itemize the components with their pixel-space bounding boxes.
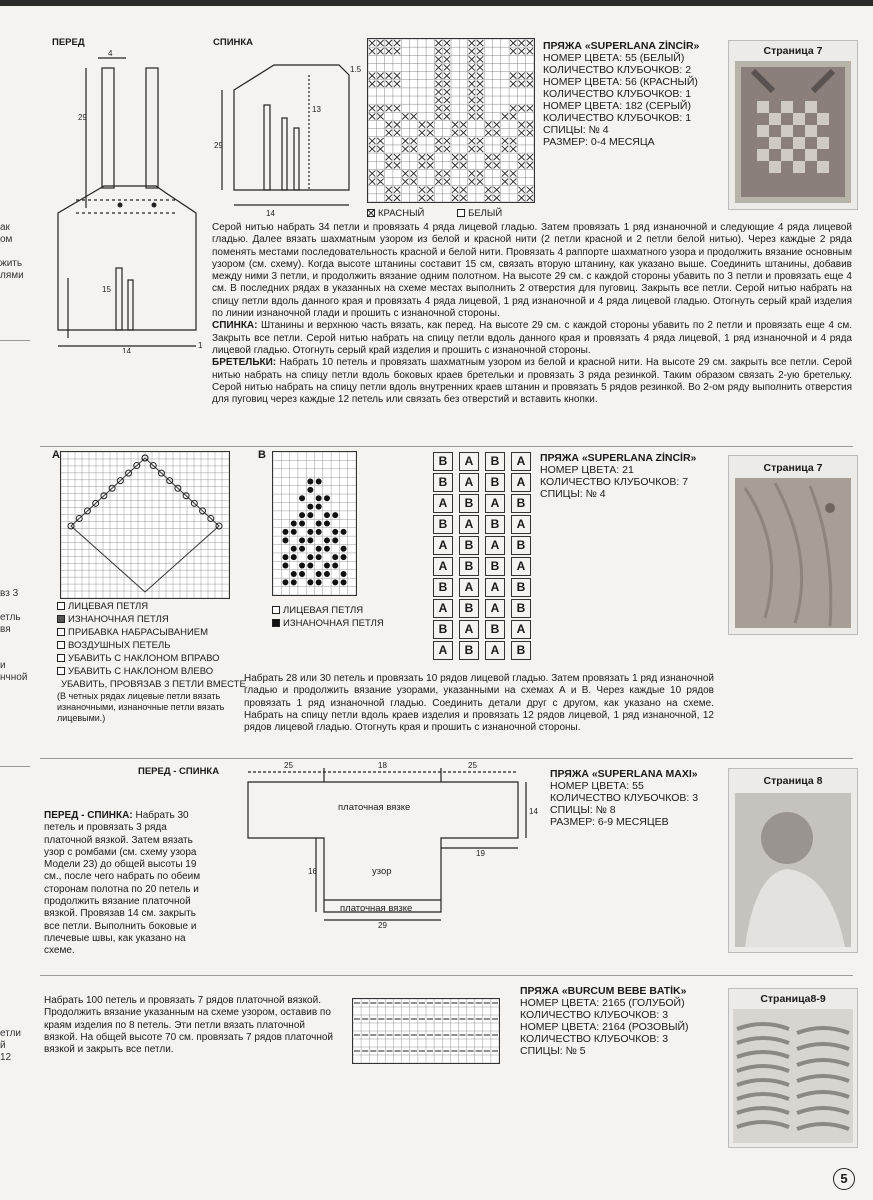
legend-note: (В четных рядах лицевые петли вязать изнаночными, изнаночные петли вязать лицевыми.) — [57, 691, 225, 723]
left-edge-line: ом — [0, 234, 13, 245]
assembly-cell: B — [433, 620, 453, 639]
yarn-1-line: НОМЕР ЦВЕТА: 182 (СЕРЫЙ) — [543, 100, 691, 112]
yarn-1-line: РАЗМЕР: 0-4 МЕСЯЦА — [543, 136, 655, 148]
left-edge-line: етль — [0, 612, 21, 623]
dim-29: 29 — [378, 921, 387, 930]
dim-back-29: 29 — [214, 141, 223, 150]
left-edge-line — [0, 636, 27, 648]
text-block-3 — [44, 810, 214, 958]
yarn-1-line: НОМЕР ЦВЕТА: 56 (КРАСНЫЙ) — [543, 76, 698, 88]
assembly-cell: A — [485, 641, 505, 660]
yarn-4-line: СПИЦЫ: № 5 — [520, 1045, 586, 1057]
assembly-cell: B — [433, 473, 453, 492]
dim-14: 14 — [529, 807, 538, 816]
assembly-cell: A — [459, 578, 479, 597]
text-block-1 — [212, 222, 852, 406]
page-ref-3: Страница 8 — [763, 775, 823, 787]
assembly-cell: B — [485, 515, 505, 534]
dim-15: 15 — [102, 285, 111, 294]
page-number: 5 — [833, 1168, 855, 1190]
photo-striped-blanket — [733, 1009, 853, 1143]
stitch-symbol-icon — [57, 602, 65, 610]
check-pattern-chart — [367, 38, 535, 203]
yarn-3-line: СПИЦЫ: № 8 — [550, 804, 616, 816]
left-edge-line: 12 — [0, 1052, 12, 1063]
left-edge-line: вз 3 — [0, 588, 19, 599]
jumper-schematic — [236, 760, 546, 930]
text-block-4: Набрать 100 петель и провязать 7 рядов платочной вязкой. Продолжить вязание указанным на схеме узором, оставив по краям изделия по 8 петель. Эти петли вязать платочной вязкой. На общей высоте 70 см. провязать 7 рядов платочной вязкой и закрыть все петли. — [44, 995, 333, 1056]
yarn-title-1: ПРЯЖА «SUPERLANA ZİNCİR» — [543, 40, 700, 52]
left-edge-line: ак — [0, 222, 10, 233]
left-fragment-2 — [0, 588, 27, 684]
stitch-symbol-icon — [57, 628, 65, 636]
assembly-grid — [433, 451, 537, 657]
left-edge-line: етли — [0, 1028, 22, 1039]
assembly-cell: B — [511, 641, 531, 660]
chart-b-grid — [273, 452, 356, 595]
assembly-cell: B — [511, 494, 531, 513]
assembly-cell: A — [485, 536, 505, 555]
assembly-cell: A — [459, 515, 479, 534]
front-schematic — [48, 48, 213, 353]
yarn-1-line: СПИЦЫ: № 4 — [543, 124, 609, 136]
left-edge-line: вя — [0, 624, 11, 635]
yarn-2-line: КОЛИЧЕСТВО КЛУБОЧКОВ: 7 — [540, 476, 689, 488]
dim-18: 18 — [378, 761, 387, 770]
dim-25b: 25 — [468, 761, 477, 770]
left-fragment-3 — [0, 1028, 21, 1064]
left-edge-line — [0, 600, 27, 612]
photo-blanket — [735, 478, 851, 628]
page-ref-1: Страница 7 — [763, 45, 823, 57]
dim-19: 19 — [476, 849, 485, 858]
yarn-3-line: РАЗМЕР: 6-9 МЕСЯЦЕВ — [550, 816, 669, 828]
text-straps: Набрать 10 петель и провязать шахматным узором из белой и красной нити. На высоте 29 см. закрыть все петли. Серой нитью набрать на спицу петли вдоль боковых краев бретельки и провязать 3 ряда резинкой. Таким образом связать 2-ую бретельку. Серой нитью набрать на спицу петли вдоль внутренних краев штанин и провязать 5 рядов резинкой. Во 2-ом ряду выполнить отверстия для пуговиц через каждые 12 петель или связать без отверстий и вставить кнопки. — [212, 357, 853, 406]
yarn-block-1 — [543, 40, 723, 148]
text-back: Штанины и верхнюю часть вязать, как перед. На высоте 29 см. с каждой стороны убавить по 2 петли и провязать еще 4 см. Закрыть все петли. Серой нитью набрать на спицу петли вдоль данного края и провязать 4 ряда лицевой, 1 ряд изнаночной и 4 ряда лицевой гладью. Отогнуть серый край изделия и прошить с изнаночной стороны. — [212, 320, 853, 356]
assembly-cell: B — [433, 515, 453, 534]
assembly-cell: A — [459, 452, 479, 471]
chart-a-mark: A — [52, 449, 60, 461]
dim-25a: 25 — [284, 761, 293, 770]
back-heading: СПИНКА: — [212, 320, 258, 332]
stripe-chart — [352, 998, 500, 1064]
yarn-3-line: КОЛИЧЕСТВО КЛУБОЧКОВ: 3 — [550, 792, 699, 804]
section3-text: Набрать 30 петель и провязать 3 ряда платочной вязкой. Затем вязать узор с ромбами (см. схему узора Модели 23) до общей высоты 19 см., после чего набрать по обеим сторонам полотна по 20 петель и продолжить вязание платочной вязкой. Провязав 14 см. закрыть все петли. Выполнить боковые и плечевые швы, как указано на схеме. — [44, 810, 201, 957]
chart-b — [272, 451, 357, 596]
assembly-cell: A — [433, 494, 453, 513]
legend-a-item: ИЗНАНОЧНАЯ ПЕТЛЯ — [57, 613, 257, 626]
label-garter-bottom: платочная вязке — [340, 903, 413, 914]
white-swatch-icon — [457, 209, 465, 217]
assembly-cell: B — [433, 452, 453, 471]
photo-card-2 — [728, 455, 858, 635]
knit-swatch-icon — [272, 606, 280, 614]
photo-card-3 — [728, 768, 858, 953]
assembly-cell: B — [485, 473, 505, 492]
stitch-symbol-icon — [57, 667, 65, 675]
assembly-cell: B — [511, 578, 531, 597]
assembly-cell: A — [459, 473, 479, 492]
left-edge-line: жить — [0, 258, 23, 269]
legend-a-item: УБАВИТЬ С НАКЛОНОМ ВПРАВО — [57, 652, 257, 665]
yarn-title-3: ПРЯЖА «SUPERLANA MAXI» — [550, 768, 698, 780]
legend-b-knit: ЛИЦЕВАЯ ПЕТЛЯ — [283, 605, 364, 616]
back-schematic — [214, 50, 364, 220]
chart-b-mark: B — [258, 449, 266, 461]
assembly-cell: A — [511, 473, 531, 492]
yarn-4-line: КОЛИЧЕСТВО КЛУБОЧКОВ: 3 — [520, 1009, 669, 1021]
yarn-1-line: КОЛИЧЕСТВО КЛУБОЧКОВ: 1 — [543, 112, 692, 124]
photo-card-1 — [728, 40, 858, 210]
page-ref-2: Страница 7 — [763, 462, 823, 474]
left-edge-line: лями — [0, 270, 24, 281]
section3-title: ПЕРЕД - СПИНКА — [138, 766, 220, 777]
assembly-cell: B — [485, 452, 505, 471]
yarn-1-line: НОМЕР ЦВЕТА: 55 (БЕЛЫЙ) — [543, 52, 685, 64]
legend-a — [57, 600, 257, 724]
purl-swatch-icon — [272, 619, 280, 627]
dim-16: 16 — [308, 867, 317, 876]
assembly-cell: A — [433, 599, 453, 618]
front-label: ПЕРЕД — [52, 37, 85, 48]
yarn-4-line: НОМЕР ЦВЕТА: 2164 (РОЗОВЫЙ) — [520, 1021, 689, 1033]
assembly-cell: B — [511, 536, 531, 555]
legend-a-item: УБАВИТЬ С НАКЛОНОМ ВЛЕВО — [57, 665, 257, 678]
dim-back-15: 1.5 — [350, 65, 362, 74]
yarn-1-line: КОЛИЧЕСТВО КЛУБОЧКОВ: 1 — [543, 88, 692, 100]
check-legend — [367, 207, 502, 220]
back-label: СПИНКА — [213, 37, 254, 48]
legend-a-item: УБАВИТЬ, ПРОВЯЗАВ 3 ПЕТЛИ ВМЕСТЕ — [61, 679, 246, 690]
label-garter-top: платочная вязке — [338, 802, 411, 813]
dim-back-14: 14 — [266, 209, 275, 218]
dim-1: 1 — [198, 341, 203, 350]
dim-14: 14 — [122, 347, 131, 353]
left-edge-line — [0, 246, 24, 258]
assembly-cell: B — [459, 641, 479, 660]
legend-a-item: ВОЗДУШНЫХ ПЕТЕЛЬ — [57, 639, 257, 652]
assembly-cell: A — [433, 536, 453, 555]
photo-check-overall — [735, 61, 851, 203]
stitch-symbol-icon — [57, 615, 65, 623]
assembly-cell: B — [485, 620, 505, 639]
legend-a-item: ЛИЦЕВАЯ ПЕТЛЯ — [57, 600, 257, 613]
assembly-cell: A — [459, 620, 479, 639]
photo-baby — [735, 793, 851, 947]
assembly-cell: B — [433, 578, 453, 597]
chart-a — [60, 451, 230, 599]
stitch-symbol-icon — [57, 654, 65, 662]
left-page-fragment — [0, 222, 34, 1152]
left-edge-line: й — [0, 1040, 6, 1051]
assembly-cell: A — [511, 515, 531, 534]
assembly-cell: A — [485, 599, 505, 618]
yarn-title-4: ПРЯЖА «BURCUM BEBE BATİK» — [520, 985, 687, 997]
check-pattern-grid — [368, 39, 534, 202]
separator-2 — [40, 758, 853, 759]
legend-red: КРАСНЫЙ — [378, 208, 425, 219]
top-bar — [0, 0, 873, 6]
legend-b-purl: ИЗНАНОЧНАЯ ПЕТЛЯ — [283, 618, 384, 629]
assembly-cell: A — [511, 620, 531, 639]
page-ref-4: Страница8-9 — [760, 993, 826, 1005]
left-edge-line: и — [0, 660, 6, 671]
text-front: Серой нитью набрать 34 петли и провязать 4 ряда лицевой гладью. Затем провязать 1 ряд изнаночной и следующие 4 ряда лицевой гладью. Далее вязать шахматным узором из белой и красной нити (2 петли красной и 2 петли белой нитью). Через каждые 2 ряда поменять местами последовательность красной и белой нити. Провязать 4 раппорте шахматного узора и продолжить вязание основным узором (см. схему). Когда высоте штанины составит 15 см, связать вторую штанину, как указано выше. Соединить штанины, добавив между ними 3 петли, и продолжить вязание одним полотном. На высоте 29 см. с каждой стороны убавить по 3 петли и провязать еще 4 см. В последних рядах в указанных на схеме местах выполнить 2 отверстия для пуговиц. Закрыть все петли. Серой нитью набрать на спицу петли вдоль данного края и провязать 4 ряда лицевой, 1 ряд изнаночной и 4 ряда лицевой гладью. Отогнуть серый край изделия по линии изнаночной глади и прошить с изнаночной стороны. — [212, 222, 852, 320]
assembly-cell: B — [511, 599, 531, 618]
assembly-cell: A — [511, 452, 531, 471]
assembly-cell: B — [459, 557, 479, 576]
yarn-2-line: СПИЦЫ: № 4 — [540, 488, 606, 500]
stripe-chart-grid — [353, 999, 499, 1063]
assembly-cell: A — [485, 578, 505, 597]
left-edge-line — [0, 648, 27, 660]
separator-3 — [40, 975, 853, 976]
left-edge-line: нчной — [0, 672, 28, 683]
yarn-block-3 — [550, 768, 730, 828]
assembly-cell: A — [433, 641, 453, 660]
assembly-cell: A — [485, 494, 505, 513]
red-swatch-icon — [367, 209, 375, 217]
chart-a-grid — [61, 452, 229, 598]
yarn-1-line: КОЛИЧЕСТВО КЛУБОЧКОВ: 2 — [543, 64, 692, 76]
dim-back-13: 13 — [312, 105, 321, 114]
legend-b — [272, 604, 384, 630]
legend-a-item: ПРИБАВКА НАБРАСЫВАНИЕМ — [57, 626, 257, 639]
assembly-cell: B — [459, 599, 479, 618]
yarn-title-2: ПРЯЖА «SUPERLANA ZİNCİR» — [540, 452, 697, 464]
straps-heading: БРЕТЕЛЬКИ: — [212, 357, 277, 369]
yarn-2-line: НОМЕР ЦВЕТА: 21 — [540, 464, 634, 476]
assembly-cell: A — [511, 557, 531, 576]
yarn-4-line: НОМЕР ЦВЕТА: 2165 (ГОЛУБОЙ) — [520, 997, 685, 1009]
assembly-cell: B — [485, 557, 505, 576]
label-pattern: узор — [372, 866, 392, 877]
separator-1 — [40, 446, 853, 447]
dim-29: 29 — [78, 113, 87, 122]
yarn-block-2 — [540, 452, 720, 500]
yarn-block-4 — [520, 985, 730, 1057]
assembly-cell: B — [459, 536, 479, 555]
stitch-symbol-icon — [57, 641, 65, 649]
photo-card-4 — [728, 988, 858, 1148]
assembly-cell: A — [433, 557, 453, 576]
text-block-2: Набрать 28 или 30 петель и провязать 10 рядов лицевой гладью. Затем провязать 1 ряд изнаночной гладью и продолжить вязание узорами, указанными на схемах А и В. Через каждые 10 рядов провязать 1 ряд изнаночной гладью. Соединить детали друг с другом, как указано на схеме. Набрать на спицу петли вдоль краев изделия и провязать 12 рядов лицевой, 1 ряд изнаночной, 12 рядов лицевой гладью. Отогнуть края и прошить с изнаночной стороны. — [244, 673, 714, 734]
left-fragment-1 — [0, 222, 24, 282]
yarn-4-line: КОЛИЧЕСТВО КЛУБОЧКОВ: 3 — [520, 1033, 669, 1045]
legend-white: БЕЛЫЙ — [468, 208, 503, 219]
yarn-3-line: НОМЕР ЦВЕТА: 55 — [550, 780, 644, 792]
assembly-cell: B — [459, 494, 479, 513]
section3-text-heading: ПЕРЕД - СПИНКА: — [44, 810, 133, 821]
dim-4: 4 — [108, 49, 113, 58]
